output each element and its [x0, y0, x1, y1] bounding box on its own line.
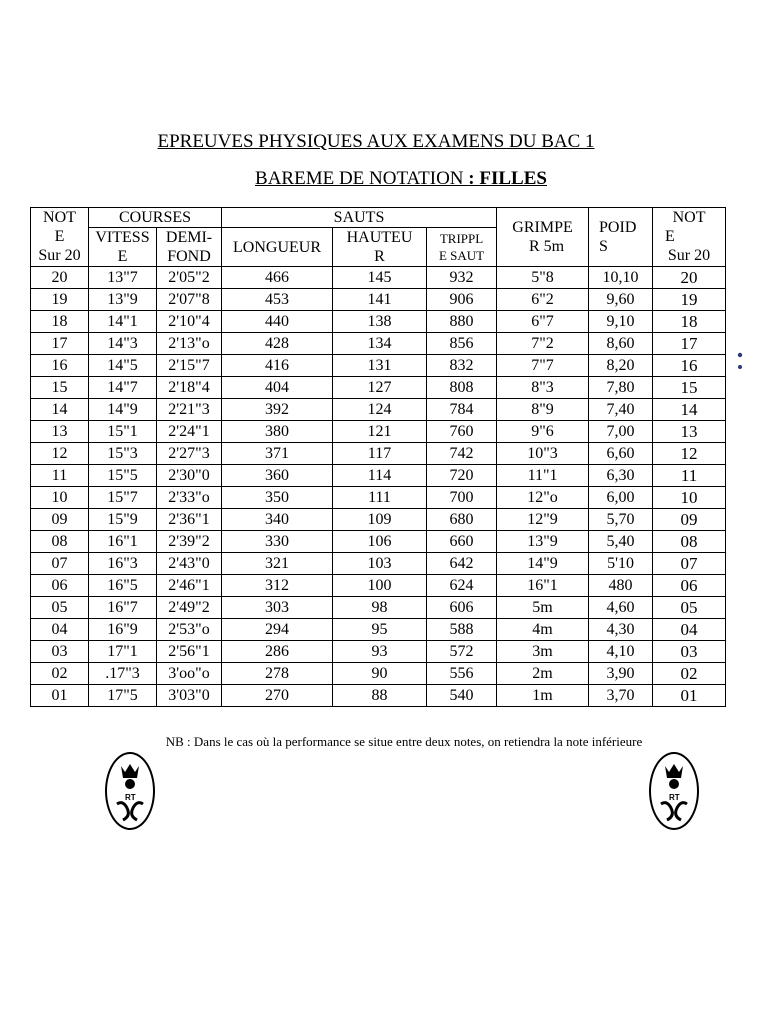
cell-note-right: 07 — [653, 553, 726, 575]
cell-triple-saut: 660 — [427, 531, 497, 553]
subtitle-text: BAREME DE NOTATION — [255, 168, 469, 189]
cell-hauteur: 124 — [333, 399, 427, 421]
header-demi-fond: DEMI- FOND — [157, 228, 222, 267]
table-row — [31, 531, 726, 553]
table-row — [31, 333, 726, 355]
table-row — [31, 509, 726, 531]
cell-triple-saut: 906 — [427, 289, 497, 311]
cell-note-right: 09 — [653, 509, 726, 531]
cell-triple-saut: 680 — [427, 509, 497, 531]
cell-longueur: 303 — [222, 597, 333, 619]
cell-vitesse: 14"9 — [89, 399, 157, 421]
cell-note: 14 — [31, 399, 89, 421]
cell-note-right: 02 — [653, 663, 726, 685]
cell-grimper: 16"1 — [497, 575, 589, 597]
table-row — [31, 575, 726, 597]
cell-hauteur: 131 — [333, 355, 427, 377]
cell-note: 15 — [31, 377, 89, 399]
cell-hauteur: 95 — [333, 619, 427, 641]
header-row-1 — [31, 208, 726, 228]
cell-grimper: 7"2 — [497, 333, 589, 355]
cell-poids: 8,20 — [589, 355, 653, 377]
cell-demi-fond: 2'07"8 — [157, 289, 222, 311]
cell-longueur: 312 — [222, 575, 333, 597]
cell-note: 18 — [31, 311, 89, 333]
cell-demi-fond: 2'21"3 — [157, 399, 222, 421]
cell-demi-fond: 3'oo"o — [157, 663, 222, 685]
cell-demi-fond: 2'13"o — [157, 333, 222, 355]
cell-longueur: 278 — [222, 663, 333, 685]
cell-triple-saut: 642 — [427, 553, 497, 575]
cell-note-right: 06 — [653, 575, 726, 597]
cell-grimper: 11"1 — [497, 465, 589, 487]
cell-longueur: 350 — [222, 487, 333, 509]
cell-vitesse: 15"1 — [89, 421, 157, 443]
cell-poids: 10,10 — [589, 267, 653, 289]
table-row — [31, 663, 726, 685]
cell-note-right: 19 — [653, 289, 726, 311]
cell-hauteur: 121 — [333, 421, 427, 443]
cell-hauteur: 114 — [333, 465, 427, 487]
cell-demi-fond: 2'15"7 — [157, 355, 222, 377]
cell-demi-fond: 2'49"2 — [157, 597, 222, 619]
cell-hauteur: 90 — [333, 663, 427, 685]
cell-note: 09 — [31, 509, 89, 531]
cell-triple-saut: 932 — [427, 267, 497, 289]
table-row — [31, 465, 726, 487]
cell-demi-fond: 2'24"1 — [157, 421, 222, 443]
svg-text:RT: RT — [125, 793, 136, 802]
cell-note: 16 — [31, 355, 89, 377]
cell-longueur: 371 — [222, 443, 333, 465]
cell-grimper: 8"9 — [497, 399, 589, 421]
cell-hauteur: 88 — [333, 685, 427, 707]
svg-text:RT: RT — [669, 793, 680, 802]
cell-longueur: 428 — [222, 333, 333, 355]
cell-hauteur: 106 — [333, 531, 427, 553]
cell-demi-fond: 2'43"0 — [157, 553, 222, 575]
cell-demi-fond: 2'10"4 — [157, 311, 222, 333]
logo-right — [649, 752, 699, 830]
table-row — [31, 553, 726, 575]
cell-triple-saut: 742 — [427, 443, 497, 465]
cell-grimper: 14"9 — [497, 553, 589, 575]
cell-note: 06 — [31, 575, 89, 597]
cell-note: 04 — [31, 619, 89, 641]
cell-longueur: 360 — [222, 465, 333, 487]
cell-longueur: 286 — [222, 641, 333, 663]
emblem-icon — [107, 754, 153, 828]
cell-grimper: 3m — [497, 641, 589, 663]
cell-vitesse: 15"5 — [89, 465, 157, 487]
cell-vitesse: 15"7 — [89, 487, 157, 509]
cell-triple-saut: 856 — [427, 333, 497, 355]
cell-vitesse: 14"1 — [89, 311, 157, 333]
header-longueur: LONGUEUR — [222, 228, 333, 267]
cell-poids: 7,40 — [589, 399, 653, 421]
cell-note: 13 — [31, 421, 89, 443]
cell-note: 20 — [31, 267, 89, 289]
cell-demi-fond: 2'27"3 — [157, 443, 222, 465]
cell-grimper: 6"2 — [497, 289, 589, 311]
cell-note-right: 10 — [653, 487, 726, 509]
cell-note-right: 13 — [653, 421, 726, 443]
cell-vitesse: 16"9 — [89, 619, 157, 641]
cell-note-right: 17 — [653, 333, 726, 355]
cell-grimper: 5"8 — [497, 267, 589, 289]
cell-triple-saut: 556 — [427, 663, 497, 685]
cell-note-right: 16 — [653, 355, 726, 377]
cell-longueur: 416 — [222, 355, 333, 377]
cell-vitesse: 16"5 — [89, 575, 157, 597]
cell-longueur: 466 — [222, 267, 333, 289]
table-row — [31, 377, 726, 399]
cell-demi-fond: 2'33"o — [157, 487, 222, 509]
cell-triple-saut: 540 — [427, 685, 497, 707]
cell-longueur: 270 — [222, 685, 333, 707]
cell-triple-saut: 606 — [427, 597, 497, 619]
table-row — [31, 641, 726, 663]
cell-vitesse: 13"9 — [89, 289, 157, 311]
emblem-icon — [651, 754, 697, 828]
cell-hauteur: 138 — [333, 311, 427, 333]
cell-note: 01 — [31, 685, 89, 707]
header-sauts: SAUTS — [222, 208, 497, 228]
cell-poids: 5,40 — [589, 531, 653, 553]
cell-longueur: 340 — [222, 509, 333, 531]
cell-grimper: 10"3 — [497, 443, 589, 465]
logo-left — [105, 752, 155, 830]
cell-note: 12 — [31, 443, 89, 465]
cell-vitesse: 15"9 — [89, 509, 157, 531]
cell-grimper: 8"3 — [497, 377, 589, 399]
cell-hauteur: 111 — [333, 487, 427, 509]
page-title: EPREUVES PHYSIQUES AUX EXAMENS DU BAC 1 — [157, 131, 595, 152]
table-row — [31, 267, 726, 289]
cell-vitesse: 17"1 — [89, 641, 157, 663]
cell-poids: 6,00 — [589, 487, 653, 509]
cell-vitesse: 13"7 — [89, 267, 157, 289]
cell-demi-fond: 2'39"2 — [157, 531, 222, 553]
cell-poids: 7,00 — [589, 421, 653, 443]
table-row — [31, 311, 726, 333]
cell-note-right: 08 — [653, 531, 726, 553]
cell-grimper: 2m — [497, 663, 589, 685]
cell-hauteur: 141 — [333, 289, 427, 311]
subtitle-bold: : FILLES — [468, 168, 547, 189]
cell-hauteur: 109 — [333, 509, 427, 531]
cell-demi-fond: 2'18"4 — [157, 377, 222, 399]
cell-triple-saut: 624 — [427, 575, 497, 597]
header-poids: POID S — [589, 208, 653, 267]
cell-note: 08 — [31, 531, 89, 553]
cell-grimper: 9"6 — [497, 421, 589, 443]
cell-hauteur: 100 — [333, 575, 427, 597]
cell-note: 07 — [31, 553, 89, 575]
cell-poids: 7,80 — [589, 377, 653, 399]
cell-vitesse: 16"1 — [89, 531, 157, 553]
cell-longueur: 404 — [222, 377, 333, 399]
cell-note: 11 — [31, 465, 89, 487]
cell-poids: 480 — [589, 575, 653, 597]
cell-demi-fond: 2'56"1 — [157, 641, 222, 663]
cell-vitesse: 16"3 — [89, 553, 157, 575]
cell-grimper: 12"9 — [497, 509, 589, 531]
cell-demi-fond: 2'05"2 — [157, 267, 222, 289]
header-note-right: NOT E Sur 20 — [653, 208, 726, 267]
cell-triple-saut: 572 — [427, 641, 497, 663]
header-hauteur: HAUTEU R — [333, 228, 427, 267]
cell-note: 19 — [31, 289, 89, 311]
cell-vitesse: 14"3 — [89, 333, 157, 355]
cell-poids: 3,70 — [589, 685, 653, 707]
cell-triple-saut: 808 — [427, 377, 497, 399]
cell-poids: 4,10 — [589, 641, 653, 663]
cell-poids: 3,90 — [589, 663, 653, 685]
cell-vitesse: 15"3 — [89, 443, 157, 465]
cell-note-right: 20 — [653, 267, 726, 289]
cell-demi-fond: 3'03"0 — [157, 685, 222, 707]
cell-grimper: 5m — [497, 597, 589, 619]
cell-triple-saut: 760 — [427, 421, 497, 443]
cell-note-right: 18 — [653, 311, 726, 333]
cell-demi-fond: 2'46"1 — [157, 575, 222, 597]
cell-poids: 5'10 — [589, 553, 653, 575]
cell-vitesse: 17"5 — [89, 685, 157, 707]
header-grimper: GRIMPE R 5m — [497, 208, 589, 267]
table-row — [31, 399, 726, 421]
cell-note-right: 05 — [653, 597, 726, 619]
table-row — [31, 289, 726, 311]
cell-vitesse: .17"3 — [89, 663, 157, 685]
cell-poids: 9,60 — [589, 289, 653, 311]
cell-hauteur: 117 — [333, 443, 427, 465]
table-row — [31, 355, 726, 377]
cell-note: 03 — [31, 641, 89, 663]
cell-triple-saut: 720 — [427, 465, 497, 487]
cell-note-right: 01 — [653, 685, 726, 707]
cell-note-right: 03 — [653, 641, 726, 663]
cell-grimper: 6"7 — [497, 311, 589, 333]
cell-triple-saut: 588 — [427, 619, 497, 641]
cell-poids: 4,60 — [589, 597, 653, 619]
cell-note-right: 15 — [653, 377, 726, 399]
cell-triple-saut: 832 — [427, 355, 497, 377]
cell-longueur: 380 — [222, 421, 333, 443]
margin-mark — [735, 352, 745, 372]
cell-longueur: 453 — [222, 289, 333, 311]
table-row — [31, 443, 726, 465]
cell-triple-saut: 784 — [427, 399, 497, 421]
table-row — [31, 685, 726, 707]
table-row — [31, 487, 726, 509]
cell-note: 05 — [31, 597, 89, 619]
cell-hauteur: 134 — [333, 333, 427, 355]
cell-hauteur: 98 — [333, 597, 427, 619]
cell-hauteur: 103 — [333, 553, 427, 575]
nb-note: NB : Dans le cas où la performance se situe entre deux notes, on retiendra la note inférieure — [165, 734, 643, 749]
cell-poids: 5,70 — [589, 509, 653, 531]
cell-demi-fond: 2'53"o — [157, 619, 222, 641]
cell-grimper: 12"o — [497, 487, 589, 509]
cell-longueur: 392 — [222, 399, 333, 421]
table-row — [31, 597, 726, 619]
cell-longueur: 321 — [222, 553, 333, 575]
cell-note-right: 14 — [653, 399, 726, 421]
cell-poids: 6,30 — [589, 465, 653, 487]
cell-poids: 4,30 — [589, 619, 653, 641]
cell-grimper: 4m — [497, 619, 589, 641]
cell-vitesse: 14"5 — [89, 355, 157, 377]
cell-triple-saut: 880 — [427, 311, 497, 333]
cell-hauteur: 93 — [333, 641, 427, 663]
cell-vitesse: 16"7 — [89, 597, 157, 619]
cell-poids: 8,60 — [589, 333, 653, 355]
cell-longueur: 294 — [222, 619, 333, 641]
cell-longueur: 330 — [222, 531, 333, 553]
cell-note-right: 04 — [653, 619, 726, 641]
cell-note: 10 — [31, 487, 89, 509]
cell-poids: 6,60 — [589, 443, 653, 465]
cell-grimper: 7"7 — [497, 355, 589, 377]
table-row — [31, 421, 726, 443]
cell-vitesse: 14"7 — [89, 377, 157, 399]
cell-hauteur: 127 — [333, 377, 427, 399]
cell-note: 02 — [31, 663, 89, 685]
page-subtitle — [17, 168, 768, 190]
cell-hauteur: 145 — [333, 267, 427, 289]
table-row — [31, 619, 726, 641]
cell-demi-fond: 2'36"1 — [157, 509, 222, 531]
header-vitesse: VITESS E — [89, 228, 157, 267]
cell-note-right: 11 — [653, 465, 726, 487]
header-courses: COURSES — [89, 208, 222, 228]
cell-note-right: 12 — [653, 443, 726, 465]
cell-grimper: 1m — [497, 685, 589, 707]
grading-table — [30, 207, 726, 707]
cell-note: 17 — [31, 333, 89, 355]
cell-demi-fond: 2'30"0 — [157, 465, 222, 487]
header-triple-saut: TRIPPL E SAUT — [427, 228, 497, 267]
cell-triple-saut: 700 — [427, 487, 497, 509]
cell-grimper: 13"9 — [497, 531, 589, 553]
header-note-left: NOT E Sur 20 — [31, 208, 89, 267]
cell-poids: 9,10 — [589, 311, 653, 333]
cell-longueur: 440 — [222, 311, 333, 333]
